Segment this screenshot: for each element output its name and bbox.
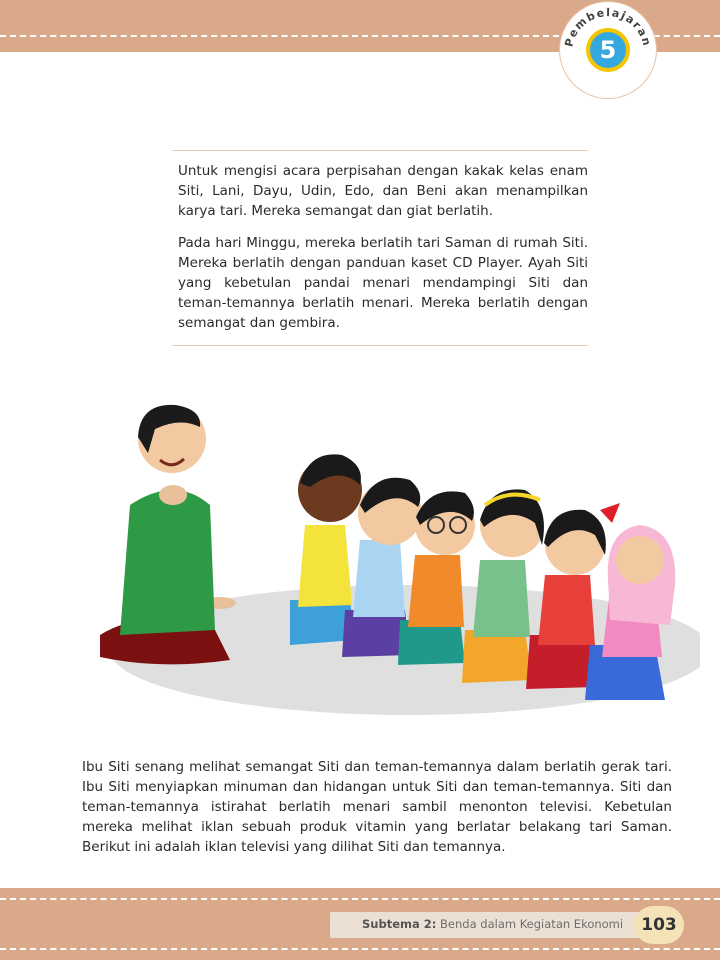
footer-subtema [362, 917, 623, 931]
lesson-badge [560, 2, 656, 98]
body-paragraph: Ibu Siti senang melihat semangat Siti dan teman-temannya dalam berlatih gerak tari. Ibu Siti menyiapkan minuman dan hidangan untuk Siti dan teman-temannya. Siti dan teman-temannya istirahat berlatih menari sambil menonton televisi. Kebetulan mereka melihat iklan sebuah produk vitamin yang berlatar belakang tari Saman. Berikut ini adalah iklan televisi yang dilihat Siti dan temannya. [82, 759, 672, 855]
intro-paragraph-2: Pada hari Minggu, mereka berlatih tari Saman di rumah Siti. Mereka berlatih dengan panduan kaset CD Player. Ayah Siti yang kebetulan pandai menari mendampingi Siti dan teman-temannya berlatih menari. Mereka berlatih dengan semangat dan gembira. [178, 235, 588, 331]
lesson-number: 5 [590, 32, 626, 68]
badge-label: Pembelajaran [562, 6, 654, 49]
saman-dance-illustration [80, 395, 700, 730]
footer-subtema-label: Subtema 2: [362, 917, 437, 931]
footer-dashed-line-bottom [0, 948, 720, 950]
intro-paragraph-1: Untuk mengisi acara perpisahan dengan kakak kelas enam Siti, Lani, Dayu, Udin, Edo, dan Beni akan menampilkan karya tari. Mereka semangat dan giat berlatih. [178, 163, 588, 219]
footer-subtema-title: Benda dalam Kegiatan Ekonomi [440, 917, 624, 931]
page-number: 103 [634, 906, 684, 944]
footer-dashed-line-top [0, 898, 720, 900]
intro-box [172, 150, 588, 346]
